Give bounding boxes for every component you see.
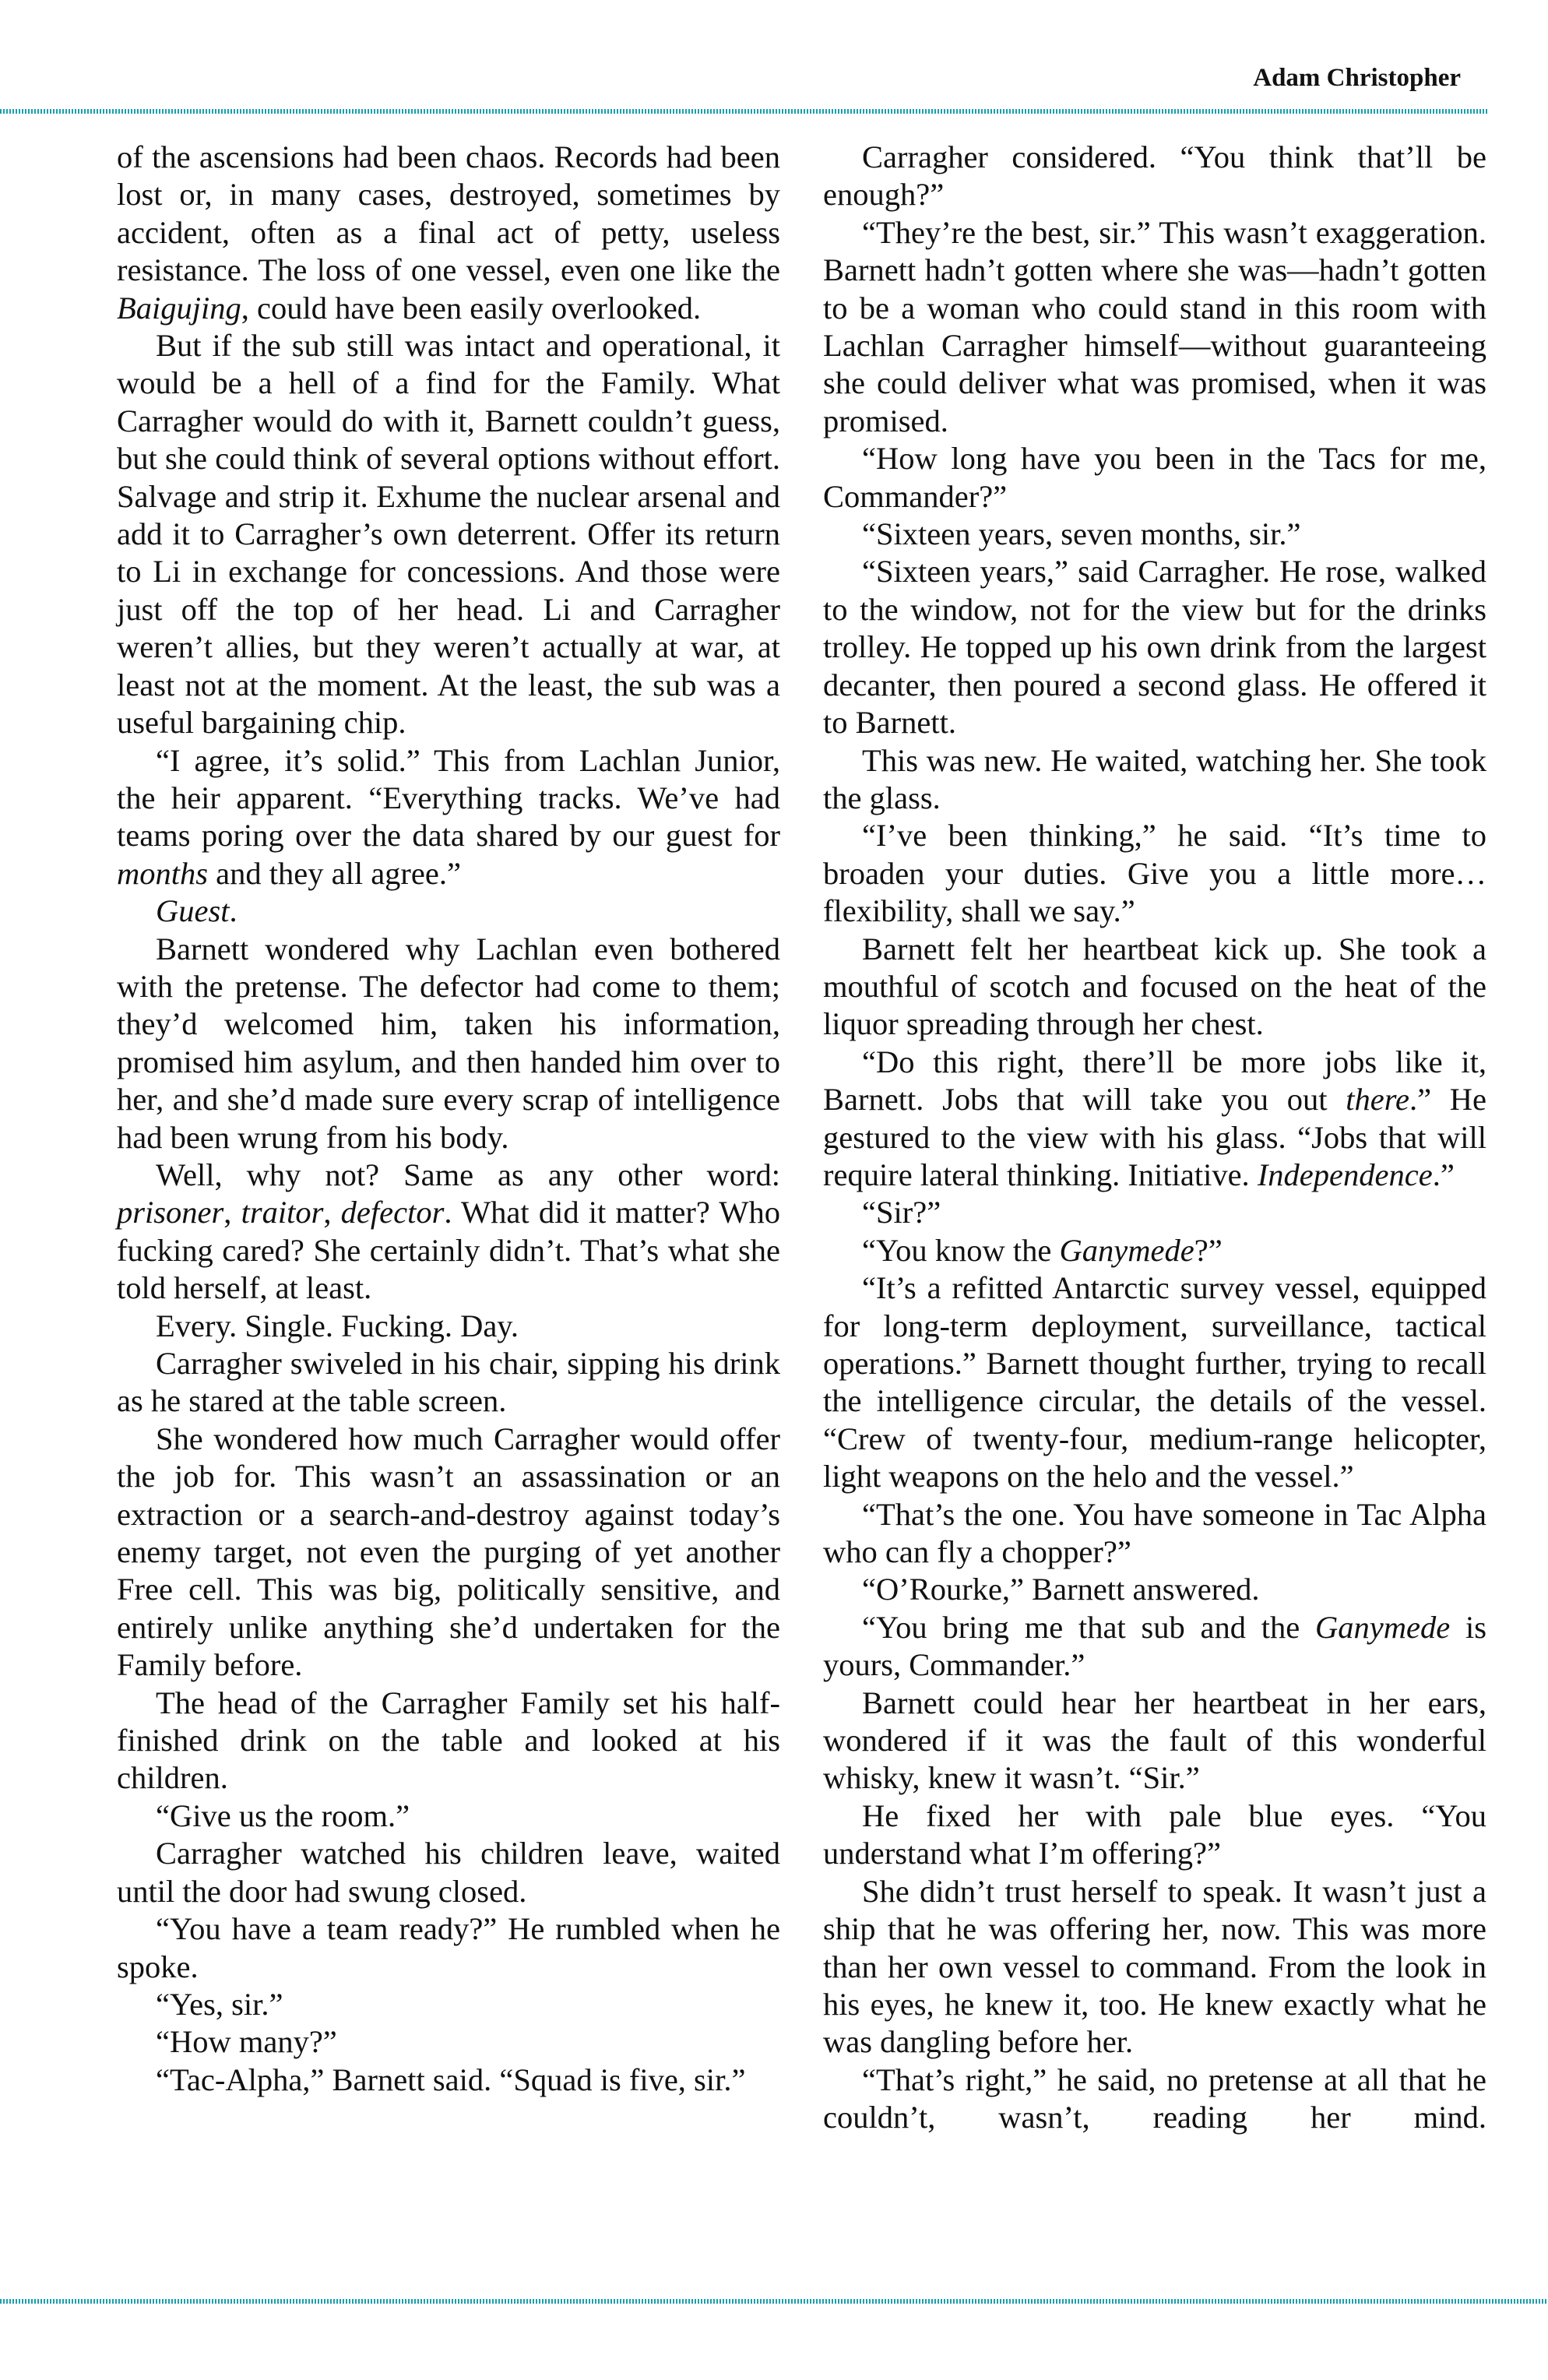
footer-rule (0, 2299, 1548, 2304)
text-run: Barnett could hear her heartbeat in her ears, wondered if it was the fault of this wonderful whisky, knew it wasn’t. “Sir.” (823, 1685, 1486, 1796)
text-column-right (823, 139, 1486, 2137)
text-run: “It’s a refitted Antarctic survey vessel, equipped for long-term deployment, surveillance, tactical operations.” Barnett thought further, trying to recall the intelligence circular, the details of the vessel. “Crew of twenty-four, medium-range helicopter, light weapons on the helo and the vessel.” (823, 1270, 1486, 1495)
paragraph (117, 1986, 780, 2023)
text-run: Barnett wondered why Lachlan even bothered with the pretense. The defector had come to them; they’d welcomed him, taken his information, promised him asylum, and then handed him over to her, and she’d made sure every scrap of intelligence had been wrung from his body. (117, 931, 780, 1155)
italic-text: there (1346, 1082, 1409, 1118)
paragraph (117, 1308, 780, 1345)
text-run: .” He gestured to the view with his glass. “Jobs that will require lateral thinking. Initiative. (823, 1082, 1487, 1192)
paragraph (117, 931, 780, 1157)
text-run: “You bring me that sub and the (862, 1609, 1316, 1645)
paragraph (823, 440, 1486, 516)
text-run: Barnett felt her heartbeat kick up. She took a mouthful of scotch and focused on the heat of the liquor spreading through her chest. (823, 931, 1486, 1042)
italic-text: defector (340, 1195, 445, 1230)
paragraph (823, 214, 1486, 440)
paragraph (823, 1044, 1486, 1195)
text-run: This was new. He waited, watching her. She took the glass. (823, 742, 1486, 815)
text-run: “How many?” (156, 2024, 337, 2060)
paragraph (117, 1797, 780, 1835)
paragraph (823, 742, 1486, 818)
text-run: and they all agree.” (208, 855, 461, 891)
text-run: “I’ve been thinking,” he said. “It’s time to broaden your duties. Give you a little more… flexibility, shall we say.” (823, 818, 1486, 929)
paragraph (117, 2061, 780, 2099)
text-run: “That’s right,” he said, no pretense at all that he couldn’t, wasn’t, reading her mind. (823, 2061, 1486, 2135)
text-run: “Tac-Alpha,” Barnett said. “Squad is five, sir.” (156, 2061, 746, 2097)
paragraph (117, 139, 780, 327)
italic-text: prisoner (117, 1195, 224, 1230)
paragraph (117, 1910, 780, 1986)
italic-text: Independence (1257, 1157, 1433, 1192)
text-run: .” (1432, 1157, 1455, 1192)
text-run: Every. Single. Fucking. Day. (156, 1308, 519, 1343)
paragraph (823, 553, 1486, 741)
text-run: She didn’t trust herself to speak. It wasn’t just a ship that he was offering her, now. This was more than her own vessel to command. From the look in his eyes, he knew it, too. He knew exactly what he was dangling before her. (823, 1873, 1486, 2060)
text-run: “Sixteen years, seven months, sir.” (862, 516, 1301, 552)
paragraph (823, 1873, 1486, 2061)
paragraph (823, 1685, 1486, 1797)
text-run: of the ascensions had been chaos. Records had been lost or, in many cases, destroyed, sometimes by accident, often as a final act of petty, useless resistance. The loss of one vessel, even one like the (117, 139, 780, 288)
paragraph (823, 1571, 1486, 1608)
italic-text: Ganymede (1059, 1232, 1194, 1268)
italic-text: Guest (156, 893, 230, 929)
paragraph (117, 327, 780, 741)
paragraph (823, 516, 1486, 553)
italic-text: Ganymede (1315, 1609, 1451, 1645)
paragraph (117, 1421, 780, 1685)
text-run: Well, why not? Same as any other word: (156, 1157, 780, 1192)
text-run: “How long have you been in the Tacs for me, Commander?” (823, 441, 1486, 514)
paragraph (823, 139, 1486, 214)
paragraph (823, 1797, 1486, 1873)
paragraph (117, 2023, 780, 2061)
italic-text: Baigujing (117, 290, 241, 326)
text-run: , could have been easily overlooked. (241, 290, 702, 326)
text-column-left (117, 139, 780, 2099)
text-run: . (229, 893, 237, 929)
text-run: Carragher considered. “You think that’ll be enough?” (823, 139, 1486, 213)
text-run: But if the sub still was intact and operational, it would be a hell of a find for the Family. What Carragher would do with it, Barnett couldn’t guess, but she could think of several options without effort. Salvage and strip it. Exhume the nuclear arsenal and add it to Carragher’s own deterrent. Offer its return to Li in exchange for concessions. And those were just off the top of her head. Li and Carragher weren’t allies, but they weren’t actually at war, at least not at the moment. At the least, the sub was a useful bargaining chip. (117, 328, 780, 741)
paragraph (117, 742, 780, 893)
paragraph (823, 817, 1486, 930)
text-run: “Give us the room.” (156, 1797, 410, 1833)
text-run: “They’re the best, sir.” This wasn’t exaggeration. Barnett hadn’t gotten where she was—hadn’t gotten to be a woman who could stand in this room with Lachlan Carragher himself—without guaranteeing she could deliver what was promised, when it was promised. (823, 214, 1486, 438)
text-run: “Do this right, there’ll be more jobs like it, Barnett. Jobs that will take you out (823, 1044, 1486, 1118)
text-run: “I agree, it’s solid.” This from Lachlan Junior, the heir apparent. “Everything tracks. We’ve had teams poring over the data shared by our guest for (117, 742, 780, 854)
paragraph (823, 931, 1486, 1044)
text-run: He fixed her with pale blue eyes. “You understand what I’m offering?” (823, 1797, 1486, 1871)
running-head-author: Adam Christopher (1253, 64, 1461, 92)
text-run: , (223, 1195, 241, 1230)
paragraph (823, 2061, 1486, 2137)
paragraph (823, 1232, 1486, 1269)
text-run: ?” (1194, 1232, 1223, 1268)
paragraph (117, 1685, 780, 1797)
paragraph (117, 1835, 780, 1910)
text-run: “O’Rourke,” Barnett answered. (862, 1572, 1260, 1607)
paragraph (117, 892, 780, 930)
text-run: “Sir?” (862, 1195, 941, 1230)
text-run: She wondered how much Carragher would offer the job for. This wasn’t an assassination or an extraction or a search-and-destroy against today’s enemy target, not even the purging of yet another Free cell. This was big, politically sensitive, and entirely unlike anything she’d undertaken for the Family before. (117, 1421, 780, 1683)
paragraph (117, 1157, 780, 1308)
header-rule (0, 109, 1487, 114)
paragraph (823, 1269, 1486, 1495)
italic-text: months (117, 855, 209, 891)
italic-text: traitor (241, 1195, 324, 1230)
text-run: “Yes, sir.” (156, 1986, 283, 2022)
paragraph (117, 1345, 780, 1421)
paragraph (823, 1194, 1486, 1231)
text-run: . What did it matter? Who fucking cared? She certainly didn’t. That’s what she told herself, at least. (117, 1195, 781, 1306)
text-run: The head of the Carragher Family set his half-finished drink on the table and looked at his children. (117, 1685, 780, 1796)
text-run: “You have a team ready?” He rumbled when he spoke. (117, 1911, 780, 1984)
text-run: is yours, Commander.” (823, 1609, 1486, 1683)
paragraph (823, 1496, 1486, 1572)
text-run: “You know the (862, 1232, 1060, 1268)
text-run: Carragher swiveled in his chair, sipping his drink as he stared at the table screen. (117, 1346, 780, 1419)
paragraph (823, 1609, 1486, 1685)
text-run: , (323, 1195, 341, 1230)
text-run: “That’s the one. You have someone in Tac Alpha who can fly a chopper?” (823, 1496, 1486, 1570)
text-run: Carragher watched his children leave, waited until the door had swung closed. (117, 1836, 780, 1909)
text-run: “Sixteen years,” said Carragher. He rose, walked to the window, not for the view but for the drinks trolley. He topped up his own drink from the largest decanter, then poured a second glass. He offered it to Barnett. (823, 554, 1486, 741)
